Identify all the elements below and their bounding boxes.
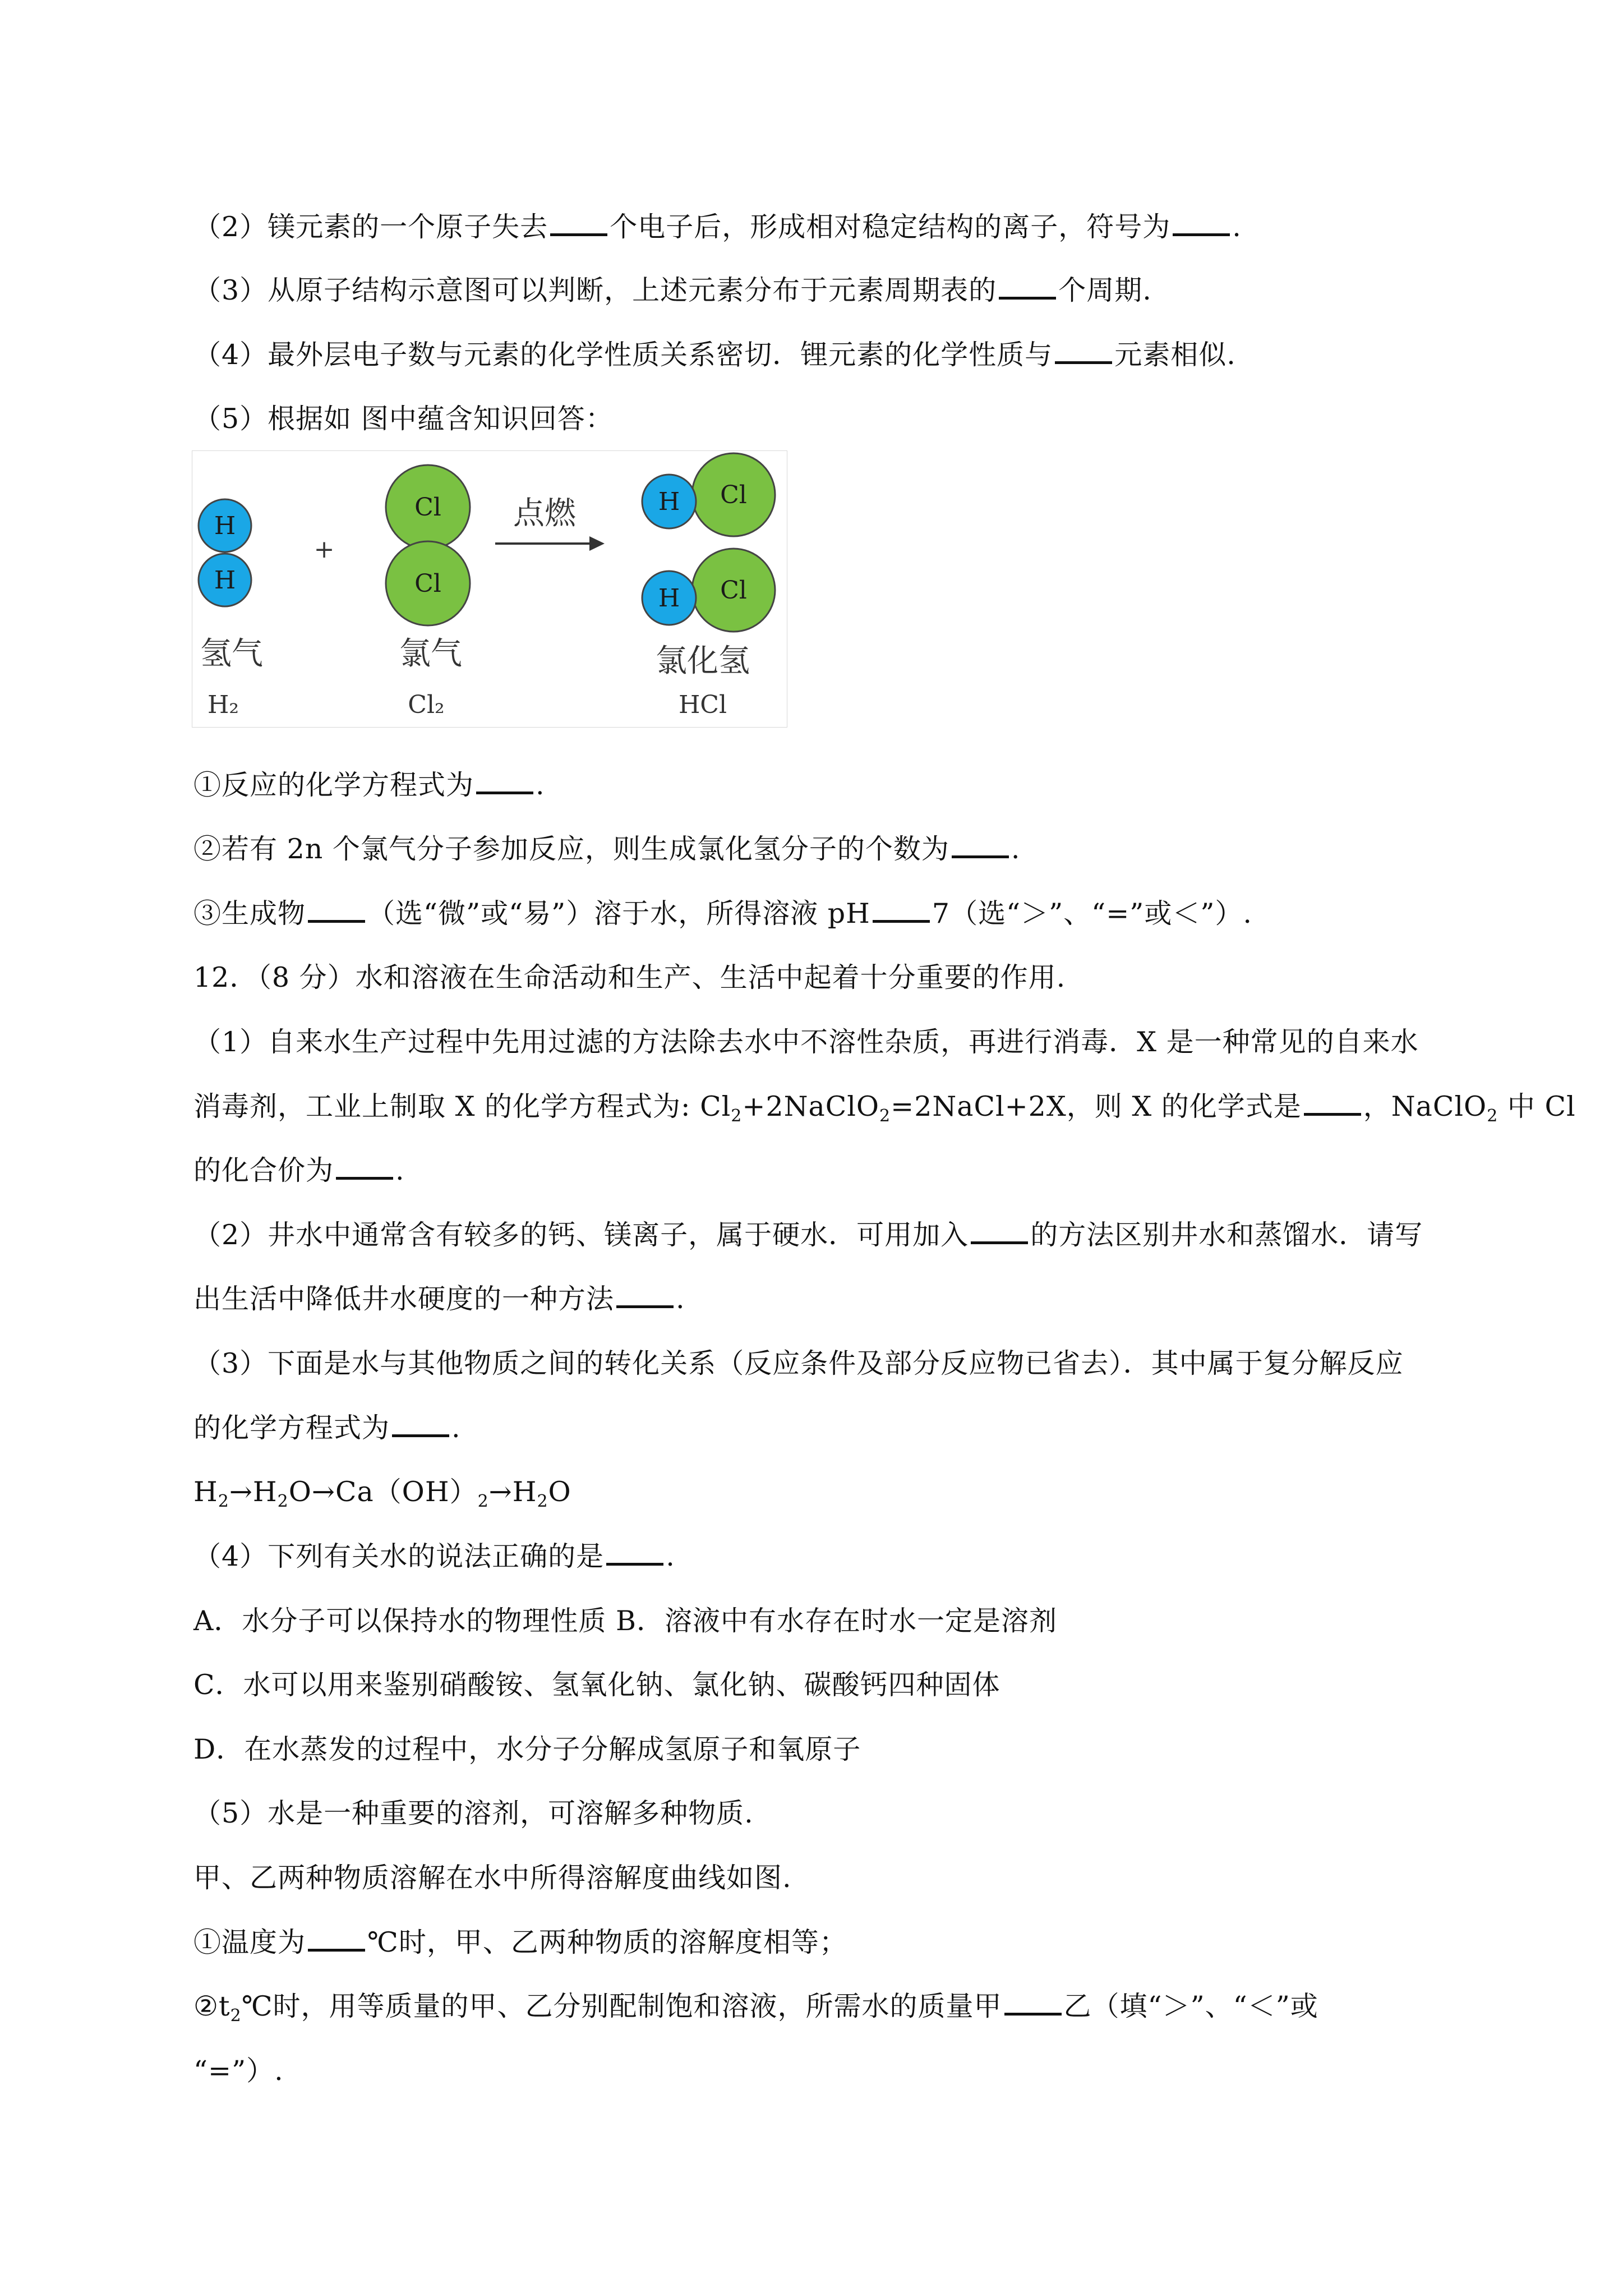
question-11-part-3: （3）从原子结构示意图可以判断，上述元素分布于元素周期表的 个周期. [193, 274, 1152, 306]
question-12-part-5: （5）水是一种重要的溶剂，可溶解多种物质. [193, 1797, 754, 1829]
arrow-label: 点燃 [513, 495, 576, 532]
caption-hydrogen-chloride: 氯化氢 [656, 643, 750, 679]
hcl-molecule [642, 453, 775, 536]
sub-question-2: ②若有 2n 个氯气分子参加反应，则生成氯化氢分子的个数为 . [193, 833, 1021, 865]
reaction-figure [192, 450, 787, 728]
answer-blank[interactable] [999, 278, 1056, 300]
answer-blank[interactable] [873, 901, 930, 923]
arrow-head-icon [589, 536, 605, 551]
sub-question-1: ①反应的化学方程式为 . [193, 769, 545, 801]
answer-blank[interactable] [308, 901, 365, 923]
hydrogen-molecule [199, 499, 251, 606]
option-a-b: A．水分子可以保持水的物理性质 B．溶液中有水存在时水一定是溶剂 [193, 1605, 1057, 1637]
chlorine-atom-label: Cl [414, 569, 441, 598]
formula-cl2: Cl₂ [408, 691, 445, 719]
chlorine-atom-label: Cl [720, 576, 747, 605]
question-12-part-5-sub-2: $②t_2℃$时，用等质量的甲、乙分别配制饱和溶液，所需水的质量甲 乙（填“＞”、“＜”或 [193, 1990, 1318, 2026]
answer-blank[interactable] [550, 214, 607, 236]
formula-h2: H₂ [207, 691, 239, 719]
answer-blank[interactable] [606, 1544, 663, 1566]
reaction-arrow [495, 495, 605, 551]
question-11-part-5: （5）根据如 图中蕴含知识回答： [193, 403, 614, 435]
question-11-part-4: （4）最外层电子数与元素的化学性质关系密切．锂元素的化学性质与 元素相似. [193, 339, 1236, 371]
sub-question-3: ③生成物 （选“微”或“易”）溶于水，所得溶液 pH 7（选“＞”、“=”或＜”）. [193, 898, 1252, 930]
question-12-part-1-line-2: 消毒剂，工业上制取 X 的化学方程式为: $Cl_2+2NaClO_2=2NaCl+2X$，则 X 的化学式是 ，NaClO$_2$ 中 Cl [193, 1091, 1576, 1126]
hydrogen-atom-label: H [658, 487, 680, 516]
question-12-part-5-sub-2-end: “=”）. [193, 2055, 284, 2087]
reaction-diagram [192, 451, 787, 727]
caption-hydrogen: 氢气 [200, 636, 263, 672]
hydrogen-atom-label: H [658, 584, 680, 613]
hydrogen-atom-label: H [214, 512, 236, 540]
conversion-chain: $H_2\to H_2O\to Ca(OH)_2\to H_2O$ [193, 1476, 571, 1511]
answer-blank[interactable] [1055, 342, 1112, 364]
question-12-part-3-line-1: （3）下面是水与其他物质之间的转化关系（反应条件及部分反应物已省去）．其中属于复分解反应 [193, 1347, 1404, 1379]
answer-blank[interactable] [1173, 214, 1230, 236]
question-12-part-3-line-2: 的化学方程式为 . [193, 1412, 461, 1444]
answer-blank[interactable] [308, 1930, 365, 1952]
chlorine-atom-label: Cl [414, 493, 441, 522]
answer-blank[interactable] [971, 1222, 1028, 1244]
option-c: C．水可以用来鉴别硝酸铵、氢氧化钠、氯化钠、碳酸钙四种固体 [193, 1669, 1000, 1701]
answer-blank[interactable] [616, 1286, 674, 1308]
question-12-part-1-line-1: （1）自来水生产过程中先用过滤的方法除去水中不溶性杂质，再进行消毒．X 是一种常见的自来水 [193, 1026, 1419, 1058]
answer-blank[interactable] [336, 1158, 393, 1180]
question-12-part-1-line-3: 的化合价为 . [193, 1154, 405, 1186]
question-12-part-4: （4）下列有关水的说法正确的是 . [193, 1540, 675, 1572]
question-12-part-5-sub-1: ①温度为 ℃时，甲、乙两种物质的溶解度相等； [193, 1926, 847, 1958]
chlorine-atom-label: Cl [720, 481, 747, 509]
answer-blank[interactable] [1004, 1994, 1062, 2016]
answer-blank[interactable] [952, 836, 1009, 858]
answer-blank[interactable] [1304, 1094, 1361, 1116]
question-12-part-2-line-2: 出生活中降低井水硬度的一种方法 . [193, 1283, 685, 1315]
question-11-part-2: （2）镁元素的一个原子失去 个电子后，形成相对稳定结构的离子，符号为 . [193, 211, 1242, 243]
answer-blank[interactable] [476, 772, 533, 794]
option-d: D．在水蒸发的过程中，水分子分解成氢原子和氧原子 [193, 1733, 861, 1765]
formula-hcl: HCl [678, 691, 727, 719]
question-12-part-2-line-1: （2）井水中通常含有较多的钙、镁离子，属于硬水．可用加入 的方法区别井水和蒸馏水．请写 [193, 1219, 1423, 1251]
hydrogen-atom-label: H [214, 566, 236, 595]
answer-blank[interactable] [392, 1415, 449, 1437]
question-12-part-5-intro: 甲、乙两种物质溶解在水中所得溶解度曲线如图. [193, 1862, 792, 1894]
plus-sign: + [313, 535, 335, 564]
chlorine-molecule [386, 465, 470, 625]
question-12-heading: 12．（8 分）水和溶液在生命活动和生产、生活中起着十分重要的作用. [193, 961, 1066, 993]
caption-chlorine: 氯气 [399, 636, 462, 672]
hcl-molecule [642, 549, 775, 632]
